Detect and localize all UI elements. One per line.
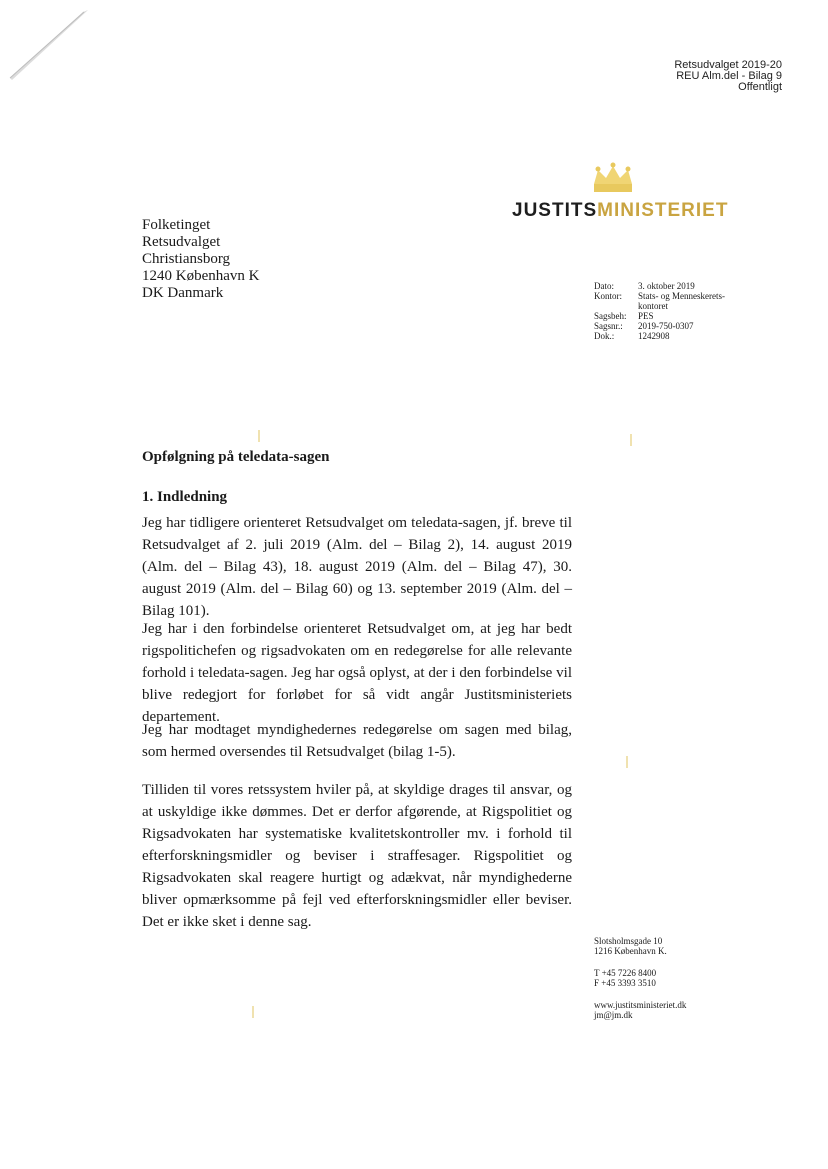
meta-label: Dok.: <box>594 331 615 341</box>
page-corner-fold <box>8 10 88 80</box>
paragraph: Jeg har i den forbindelse orienteret Retsudvalget om, at jeg har bedt rigspolitichefen og rigsadvokaten om en redegørelse for alle relevante forhold i teledata-sagen. Jeg har også oplyst, at der i den forbindelse vil blive redegjort for forløbet for så vidt angår Justitsministeriets departement. <box>142 621 572 725</box>
meta-row-case-handler <box>594 311 733 321</box>
meta-label: Sagsbeh: <box>594 311 627 321</box>
scan-artifact <box>258 430 260 442</box>
address-line: DK Danmark <box>142 285 224 301</box>
meta-label: Kontor: <box>594 291 622 301</box>
meta-value: 3. oktober 2019 <box>638 281 695 291</box>
footer-phone: T +45 7226 8400 <box>594 968 657 978</box>
ministry-logo <box>512 200 728 222</box>
paragraph: Jeg har tidligere orienteret Retsudvalget om teledata-sagen, jf. breve til Retsudvalget af 2. juli 2019 (Alm. del – Bilag 2), 14. august 2019 (Alm. del – Bilag 43), 18. august 2019 (Alm. del – Bilag 47), 30. august 2019 (Alm. del – Bilag 60) og 13. september 2019 (Alm. del – Bilag 101). <box>142 515 572 619</box>
letter-heading: Opfølgning på teledata-sagen <box>142 449 330 465</box>
stamp-line-2: REU Alm.del - Bilag 9 <box>676 70 782 82</box>
document-stamp <box>674 60 782 93</box>
meta-value: 2019-750-0307 <box>638 321 694 331</box>
footer-website: www.justitsministeriet.dk <box>594 1000 687 1010</box>
meta-row-case-number <box>594 321 733 331</box>
scan-artifact <box>630 434 632 446</box>
meta-value: 1242908 <box>638 331 670 341</box>
sender-footer <box>594 936 686 1020</box>
footer-address-line: Slotsholmsgade 10 <box>594 936 663 946</box>
letter-metadata <box>594 281 733 341</box>
crown-icon <box>588 162 638 196</box>
meta-row-date <box>594 281 733 291</box>
address-line: Christiansborg <box>142 251 231 267</box>
footer-email: jm@jm.dk <box>594 1010 633 1020</box>
meta-value: PES <box>638 311 654 321</box>
recipient-address <box>142 217 259 302</box>
meta-row-document <box>594 331 733 341</box>
address-line: Retsudvalget <box>142 234 221 250</box>
paragraph: Tilliden til vores retssystem hviler på, at skyldige drages til ansvar, og at uskyldige ikke dømmes. Det er derfor afgørende, at Rigspolitiet og Rigsadvokaten har systematiske kvalitetskontroller mv. i forhold til efterforskningsmidler og beviser i straffesager. Rigspolitiet og Rigsadvokaten skal reagere hurtigt og adækvat, når myndighederne bliver opmærksomme på fejl ved efterforskningsmidler eller beviser. Det er ikke sket i denne sag. <box>142 782 572 930</box>
stamp-line-3: Offentligt <box>738 81 782 93</box>
meta-row-office <box>594 291 733 311</box>
scan-artifact <box>626 756 628 768</box>
paragraph: Jeg har modtaget myndighedernes redegørelse om sagen med bilag, som hermed oversendes til Retsudvalget (bilag 1-5). <box>142 722 572 760</box>
section-title: 1. Indledning <box>142 489 228 505</box>
meta-label: Dato: <box>594 281 614 291</box>
footer-address-line: 1216 København K. <box>594 946 667 956</box>
logo-part-gold: MINISTERIET <box>597 200 729 221</box>
logo-part-dark: JUSTITS <box>512 200 598 221</box>
meta-label: Sagsnr.: <box>594 321 623 331</box>
meta-value: Stats- og Menneskerets-kontoret <box>638 291 725 311</box>
stamp-line-1: Retsudvalget 2019-20 <box>674 59 782 71</box>
scan-artifact <box>252 1006 254 1018</box>
footer-fax: F +45 3393 3510 <box>594 978 656 988</box>
address-line: Folketinget <box>142 217 211 233</box>
address-line: 1240 København K <box>142 268 260 284</box>
